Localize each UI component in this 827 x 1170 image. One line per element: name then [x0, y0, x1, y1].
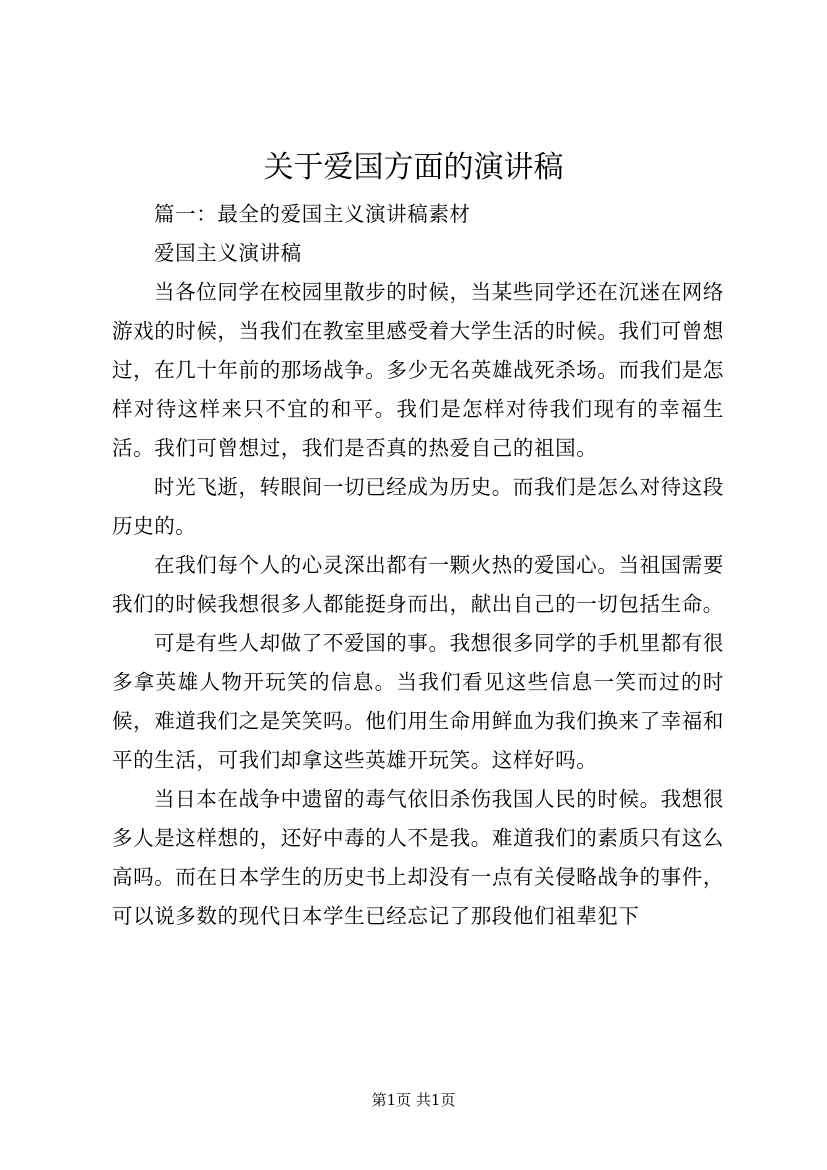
paragraph: 可是有些人却做了不爱国的事。我想很多同学的手机里都有很多拿英雄人物开玩笑的信息。当我们看见这些信息一笑而过的时候，难道我们之是笑笑吗。他们用生命用鲜血为我们换来了幸福和平的生活，可我们却拿这些英雄开玩笑。这样好吗。	[112, 631, 724, 772]
document-body	[112, 195, 724, 936]
paragraph: 当日本在战争中遗留的毒气依旧杀伤我国人民的时候。我想很多人是这样想的，还好中毒的人不是我。难道我们的素质只有这么高吗。而在日本学生的历史书上却没有一点有关侵略战争的事件，可以说多数的现代日本学生已经忘记了那段他们祖辈犯下	[112, 787, 724, 928]
document-title: 关于爱国方面的演讲稿	[263, 150, 564, 185]
page-footer: 第1页 共1页	[371, 1091, 456, 1109]
paragraph: 时光飞逝，转眼间一切已经成为历史。而我们是怎么对待这段历史的。	[112, 475, 724, 538]
section-heading: 篇一：最全的爱国主义演讲稿素材	[154, 202, 471, 226]
paragraph: 当各位同学在校园里散步的时候，当某些同学还在沉迷在网络游戏的时候，当我们在教室里感受着大学生活的时候。我们可曾想过，在几十年前的那场战争。多少无名英雄战死杀场。而我们是怎样对待这样来只不宜的和平。我们是怎样对待我们现有的幸福生活。我们可曾想过，我们是否真的热爱自己的祖国。	[112, 280, 724, 460]
paragraph: 在我们每个人的心灵深出都有一颗火热的爱国心。当祖国需要我们的时候我想很多人都能挺身而出，献出自己的一切包括生命。	[112, 553, 724, 616]
subheading: 爱国主义演讲稿	[154, 241, 302, 265]
